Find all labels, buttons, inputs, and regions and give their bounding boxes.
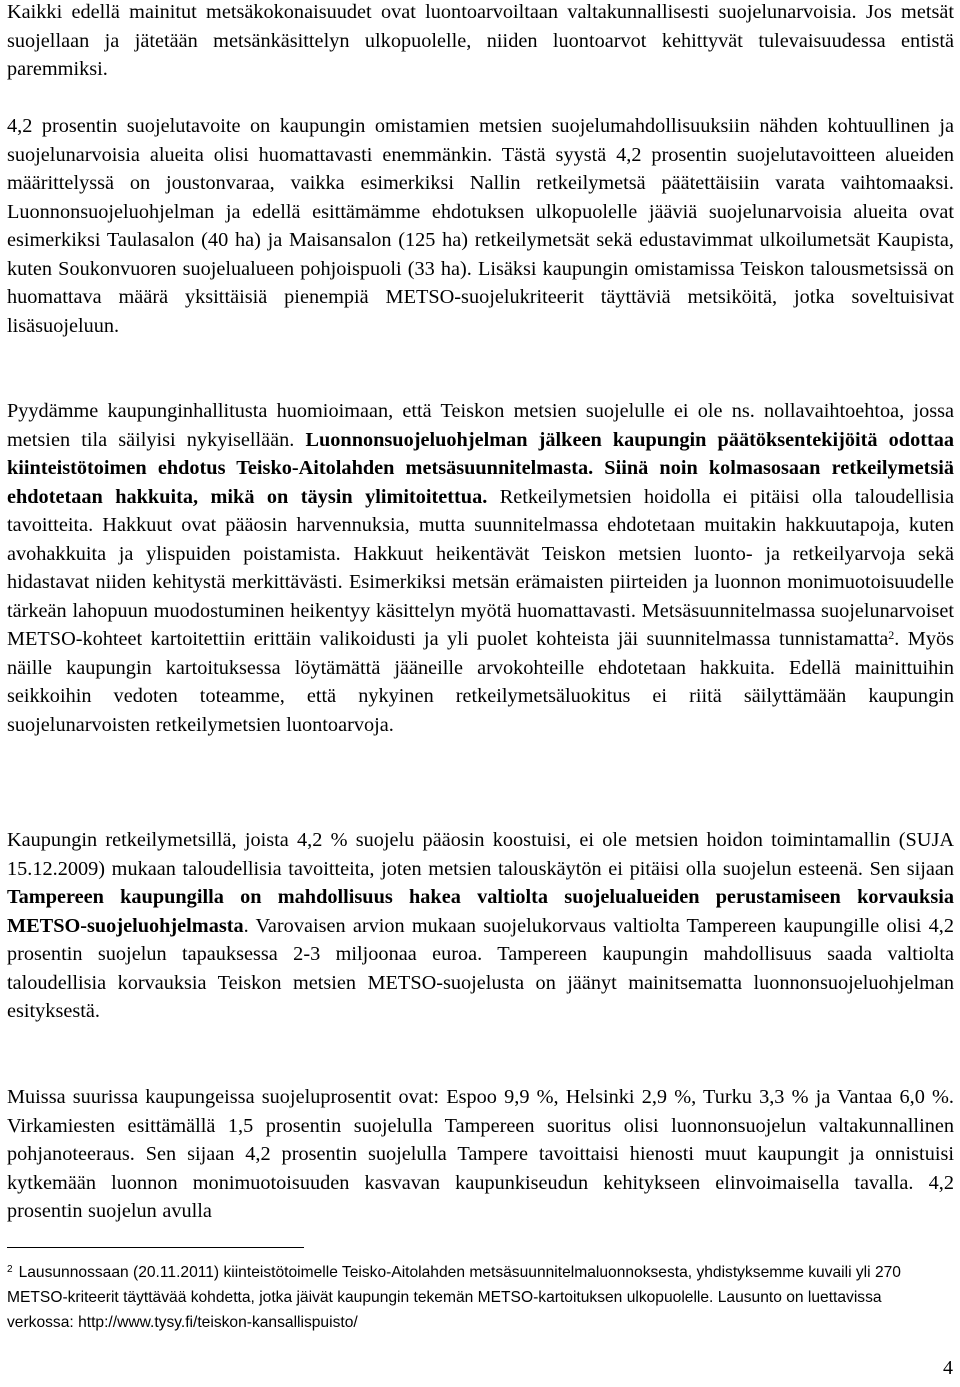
footnote-text: Lausunnossaan (20.11.2011) kiinteistötoimelle Teisko-Aitolahden metsäsuunnitelmaluonnoksesta, yhdistyksemme kuvaili yli 270 METSO-kriteerit täyttävää kohdetta, jotka jäivät kaupungin tekemän METSO-kartoituksen ulkopuolelle. Lausunto on luettavissa verkossa: http://www.tysy.fi/teiskon-kansallispuisto/ — [7, 1264, 901, 1331]
bold-text: Luonnonsuojeluohjelman jälkeen kaupungin päätöksentekijöitä odottaa kiinteistötoimen ehdotus Teisko-Aitolahden metsäsuunnitelmasta. Siinä noin kolmasosaan retkeilymetsiä ehdotetaan hakkuita, mikä on täysin ylimitoitettua. — [7, 428, 954, 508]
paragraph-5 — [7, 1083, 954, 1226]
text-run: Kaupungin retkeilymetsillä, joista 4,2 % suojelu pääosin koostuisi, ei ole metsien hoidon toimintamallin (SUJA 15.12.2009) mukaan taloudellisia tavoitteita, joten metsien talouskäytön ei pitäisi olla suojelun esteenä. Sen sijaan — [7, 829, 954, 880]
paragraph-3 — [7, 397, 954, 739]
text-run: . Myös näille kaupungin kartoituksessa löytämättä jääneille arvokohteille ehdotetaan hakkuita. Edellä mainittuihin seikkoihin vedoten toteamme, että nykyinen retkeilymetsäluokitus ei riitä säilyttämään kaupungin suojelunarvoisten retkeilymetsien luontoarvoja. — [7, 628, 954, 736]
text-run: Retkeilymetsien hoidolla ei pitäisi olla taloudellisia tavoitteita. Hakkuut ovat pääosin harvennuksia, mutta suunnitelmassa ehdotetaan muitakin hakkuutapoja, kuten avohakkuita ja ylispuiden poistamista. Hakkuut heikentävät Teiskon metsien luonto- ja retkeilyarvoja sekä hidastavat niiden kehitystä merkittävästi. Esimerkiksi metsän erämaisten piirteiden ja luonnon monimuotoisuudelle tärkeän lahopuun muodostuminen heikentyy käsittelyn myötä huomattavasti. Metsäsuunnitelmassa suojelunarvoiset METSO-kohteet kartoitettiin erittäin valikoidusti ja yli puolet kohteista jäi suunnitelmassa tunnistamatta — [7, 485, 954, 650]
footnote-separator — [7, 1247, 304, 1248]
text-run: Kaikki edellä mainitut metsäkokonaisuudet ovat luontoarvoiltaan valtakunnallisesti suojelunarvoisia. Jos metsät suojellaan ja jätetään metsänkäsittelyn ulkopuolelle, niiden luontoarvot kehittyvät tulevaisuudessa entistä paremmiksi. — [7, 1, 954, 80]
footnote-marker: 2 — [7, 1263, 13, 1275]
footnote-reference: 2 — [888, 628, 895, 642]
text-run: 4,2 prosentin suojelutavoite on kaupungin omistamien metsien suojelumahdollisuuksiin nähden kohtuullinen ja suojelunarvoisia alueita olisi huomattavasti enemmänkin. Tästä syystä 4,2 prosentin suojelutavoitteen alueiden määrittelyssä on joustonvaraa, vaikka esimerkiksi Nallin retkeilymetsä päätettäisiin varata vaihtomaaksi. Luonnonsuojeluohjelman ja edellä esittämämme ehdotuksen ulkopuolelle jääviä suojelunarvoisia alueita ovat esimerkiksi Taulasalon (40 ha) ja Maisansalon (125 ha) retkeilymetsät sekä edustavimmat ulkoilumetsät Kaupista, kuten Soukonvuoren suojelualueen pohjoispuoli (33 ha). Lisäksi kaupungin omistamissa Teiskon talousmetsissä on huomattava määrä yksittäisiä pienempiä METSO-suojelukriteerit täyttäviä metsiköitä, jotka soveltuisivat lisäsuojeluun. — [7, 115, 954, 337]
text-run: Muissa suurissa kaupungeissa suojeluprosentit ovat: Espoo 9,9 %, Helsinki 2,9 %, Turku 3,3 % ja Vantaa 6,0 %. Virkamiesten esittämällä 1,5 prosentin suojelulla Tampereen suoritus olisi luonnonsuojelun valtakunnallinen pohjanoteeraus. Sen sijaan 4,2 prosentin suojelulla Tampere tavoittaisi hienosti muut kaupungit ja onnistuisi kytkemään luonnon monimuotoisuuden kasvavan kaupunkiseudun kehitykseen elinvoimaisella tavalla. 4,2 prosentin suojelun avulla — [7, 1086, 954, 1222]
footnote — [7, 1260, 922, 1335]
paragraph-2 — [7, 112, 954, 340]
text-run: . Varovaisen arvion mukaan suojelukorvaus valtiolta Tampereen kaupungille olisi 4,2 prosentin suojelun tapauksessa 2-3 miljoonaa euroa. Tampereen kaupungin mahdollisuus saada valtiolta taloudellisia korvauksia Teiskon metsien METSO-suojelusta on jäänyt mainitsematta luonnonsuojeluohjelman esityksestä. — [7, 914, 954, 1022]
paragraph-1 — [7, 0, 954, 84]
paragraph-4 — [7, 826, 954, 1026]
page-number: 4 — [943, 1357, 953, 1379]
bold-text: Tampereen kaupungilla on mahdollisuus hakea valtiolta suojelualueiden perustamiseen korvauksia METSO-suojeluohjelmasta — [7, 886, 954, 937]
text-run: Pyydämme kaupunginhallitusta huomioimaan, että Teiskon metsien suojelulle ei ole ns. nollavaihtoehtoa, jossa metsien tila säilyisi nykyisellään. — [7, 400, 954, 451]
